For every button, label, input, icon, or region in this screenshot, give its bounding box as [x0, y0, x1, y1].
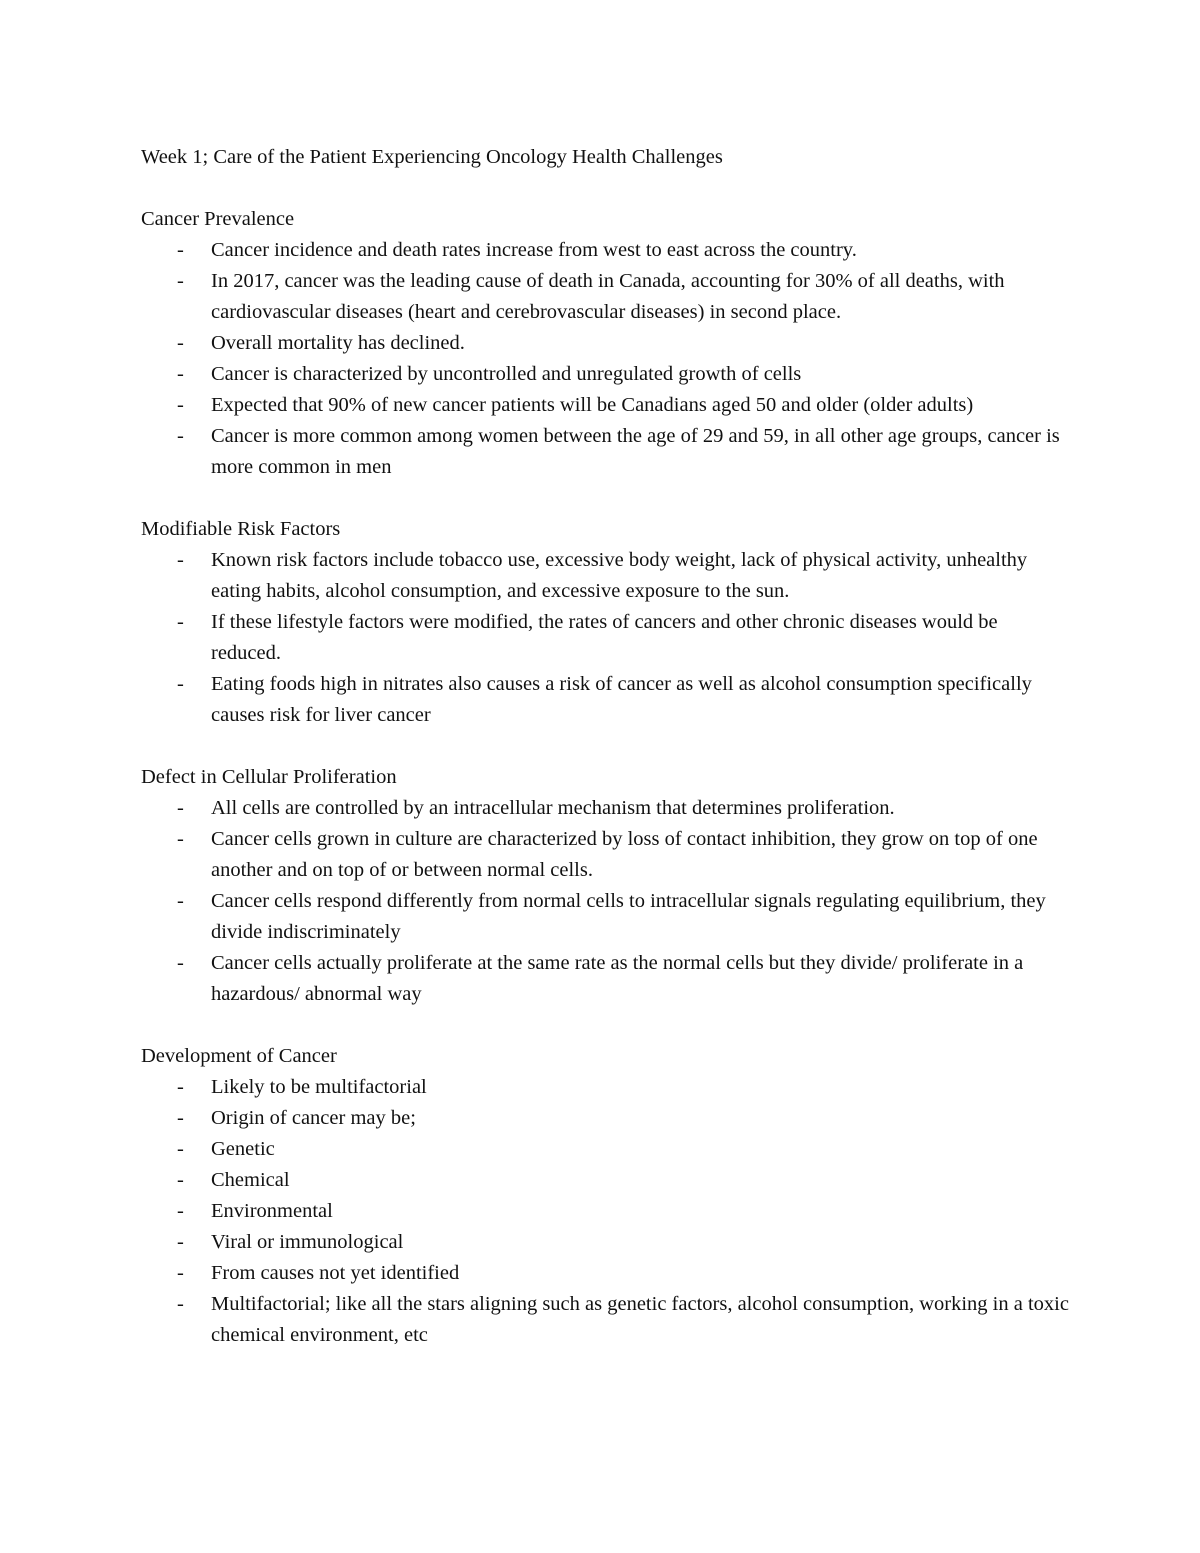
list-item — [141, 1165, 1071, 1196]
section-heading: Modifiable Risk Factors — [141, 518, 341, 540]
bullet-dash: - — [177, 673, 184, 695]
list-item-text: Cancer cells grown in culture are characterized by loss of contact inhibition, they grow on top of one another and on top of or between normal cells. — [211, 828, 1038, 881]
bullet-dash: - — [177, 797, 184, 819]
list-item — [141, 328, 1071, 359]
list-item — [141, 421, 1071, 483]
bullet-dash: - — [177, 1293, 184, 1315]
bullet-dash: - — [177, 1200, 184, 1222]
list-item — [141, 1134, 1071, 1165]
list-item — [141, 1103, 1071, 1134]
list-item — [141, 669, 1071, 731]
list-item-text: Likely to be multifactorial — [211, 1076, 427, 1098]
document-title: Week 1; Care of the Patient Experiencing Oncology Health Challenges — [141, 146, 723, 168]
list-item — [141, 1227, 1071, 1258]
list-item-text: Known risk factors include tobacco use, excessive body weight, lack of physical activity, unhealthy eating habits, alcohol consumption, and excessive exposure to the sun. — [211, 549, 1028, 602]
list-item — [141, 1196, 1071, 1227]
document-page — [141, 142, 1071, 1382]
list-item-text: Chemical — [211, 1169, 290, 1191]
list-item-text: Eating foods high in nitrates also causes a risk of cancer as well as alcohol consumption specifically causes risk for liver cancer — [211, 673, 1032, 726]
list-item-text: Origin of cancer may be; — [211, 1107, 416, 1129]
list-item — [141, 359, 1071, 390]
list-item-text: All cells are controlled by an intracellular mechanism that determines proliferation. — [211, 797, 895, 819]
list-item-text: In 2017, cancer was the leading cause of death in Canada, accounting for 30% of all deaths, with cardiovascular diseases (heart and cerebrovascular diseases) in second place. — [211, 270, 1005, 323]
bullet-dash: - — [177, 1262, 184, 1284]
bullet-list — [141, 1072, 1071, 1351]
bullet-dash: - — [177, 1076, 184, 1098]
bullet-dash: - — [177, 425, 184, 447]
list-item-text: If these lifestyle factors were modified, the rates of cancers and other chronic diseases would be reduced. — [211, 611, 998, 664]
section — [141, 204, 1071, 483]
bullet-dash: - — [177, 1169, 184, 1191]
bullet-dash: - — [177, 394, 184, 416]
list-item-text: Environmental — [211, 1200, 333, 1222]
bullet-dash: - — [177, 1138, 184, 1160]
list-item — [141, 390, 1071, 421]
bullet-dash: - — [177, 549, 184, 571]
list-item — [141, 1289, 1071, 1351]
list-item-text: Cancer cells respond differently from normal cells to intracellular signals regulating equilibrium, they divide indiscriminately — [211, 890, 1046, 943]
section-heading: Development of Cancer — [141, 1045, 337, 1067]
bullet-list — [141, 545, 1071, 731]
list-item — [141, 1258, 1071, 1289]
document-body — [141, 204, 1071, 1351]
bullet-list — [141, 793, 1071, 1010]
list-item-text: Overall mortality has declined. — [211, 332, 465, 354]
list-item-text: Cancer is characterized by uncontrolled and unregulated growth of cells — [211, 363, 802, 385]
section-heading: Cancer Prevalence — [141, 208, 295, 230]
bullet-list — [141, 235, 1071, 483]
bullet-dash: - — [177, 363, 184, 385]
list-item — [141, 793, 1071, 824]
bullet-dash: - — [177, 611, 184, 633]
list-item — [141, 1072, 1071, 1103]
list-item — [141, 886, 1071, 948]
section — [141, 514, 1071, 731]
list-item — [141, 545, 1071, 607]
section — [141, 1041, 1071, 1351]
bullet-dash: - — [177, 270, 184, 292]
list-item-text: Expected that 90% of new cancer patients will be Canadians aged 50 and older (older adults) — [211, 394, 974, 416]
bullet-dash: - — [177, 890, 184, 912]
list-item-text: Genetic — [211, 1138, 275, 1160]
bullet-dash: - — [177, 1107, 184, 1129]
list-item — [141, 607, 1071, 669]
list-item-text: Cancer incidence and death rates increase from west to east across the country. — [211, 239, 857, 261]
bullet-dash: - — [177, 952, 184, 974]
bullet-dash: - — [177, 828, 184, 850]
list-item-text: Cancer cells actually proliferate at the same rate as the normal cells but they divide/ proliferate in a hazardous/ abnormal way — [211, 952, 1024, 1005]
list-item — [141, 824, 1071, 886]
list-item-text: Cancer is more common among women between the age of 29 and 59, in all other age groups, cancer is more common in men — [211, 425, 1060, 478]
list-item-text: From causes not yet identified — [211, 1262, 460, 1284]
bullet-dash: - — [177, 332, 184, 354]
bullet-dash: - — [177, 239, 184, 261]
list-item — [141, 266, 1071, 328]
list-item-text: Viral or immunological — [211, 1231, 404, 1253]
list-item — [141, 235, 1071, 266]
list-item — [141, 948, 1071, 1010]
bullet-dash: - — [177, 1231, 184, 1253]
section-heading: Defect in Cellular Proliferation — [141, 766, 397, 788]
list-item-text: Multifactorial; like all the stars aligning such as genetic factors, alcohol consumption, working in a toxic chemical environment, etc — [211, 1293, 1069, 1346]
section — [141, 762, 1071, 1010]
